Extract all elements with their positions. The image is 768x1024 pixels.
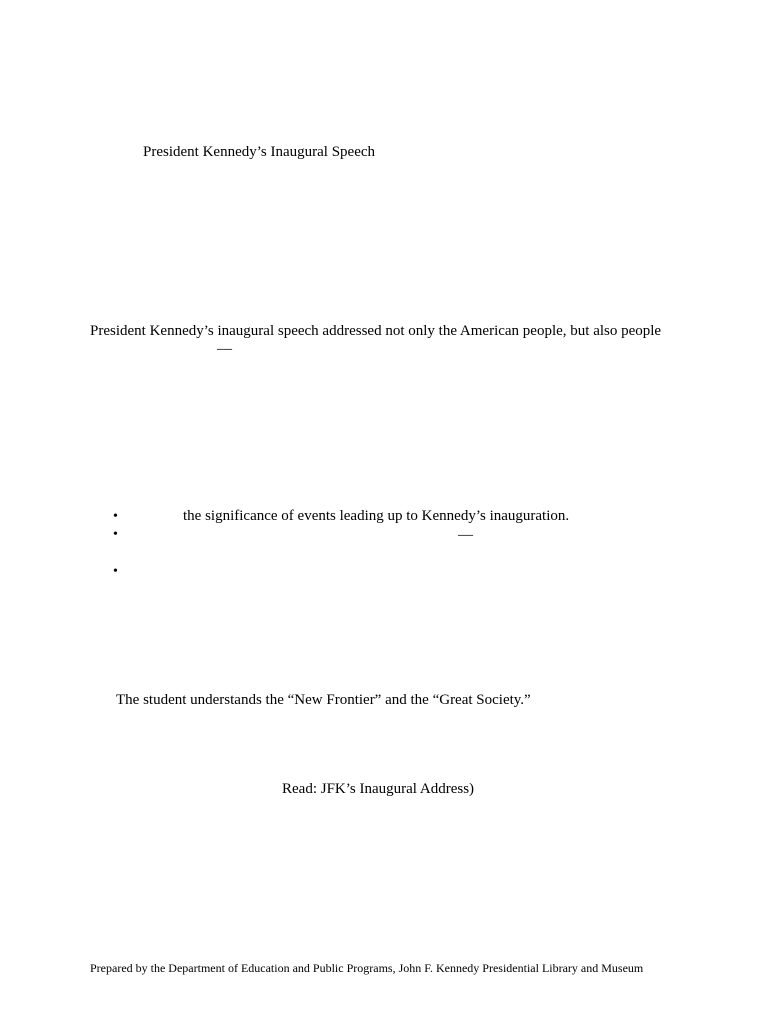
bullet-item-text: the significance of events leading up to Kennedy’s inauguration. [183, 508, 570, 524]
bullet-icon: • [113, 509, 118, 524]
bullet-icon: • [113, 527, 118, 542]
bullet-icon: • [113, 564, 118, 579]
document-title: President Kennedy’s Inaugural Speech [143, 144, 376, 160]
reading-reference: Read: JFK’s Inaugural Address) [282, 781, 475, 797]
intro-paragraph-line: President Kennedy’s inaugural speech addressed not only the American people, but also people [90, 323, 662, 339]
em-dash: — [217, 341, 232, 357]
page-footer: Prepared by the Department of Education and Public Programs, John F. Kennedy Presidential Library and Museum [90, 961, 644, 975]
standard-statement: The student understands the “New Frontier” and the “Great Society.” [116, 692, 531, 708]
em-dash: — [458, 527, 473, 543]
